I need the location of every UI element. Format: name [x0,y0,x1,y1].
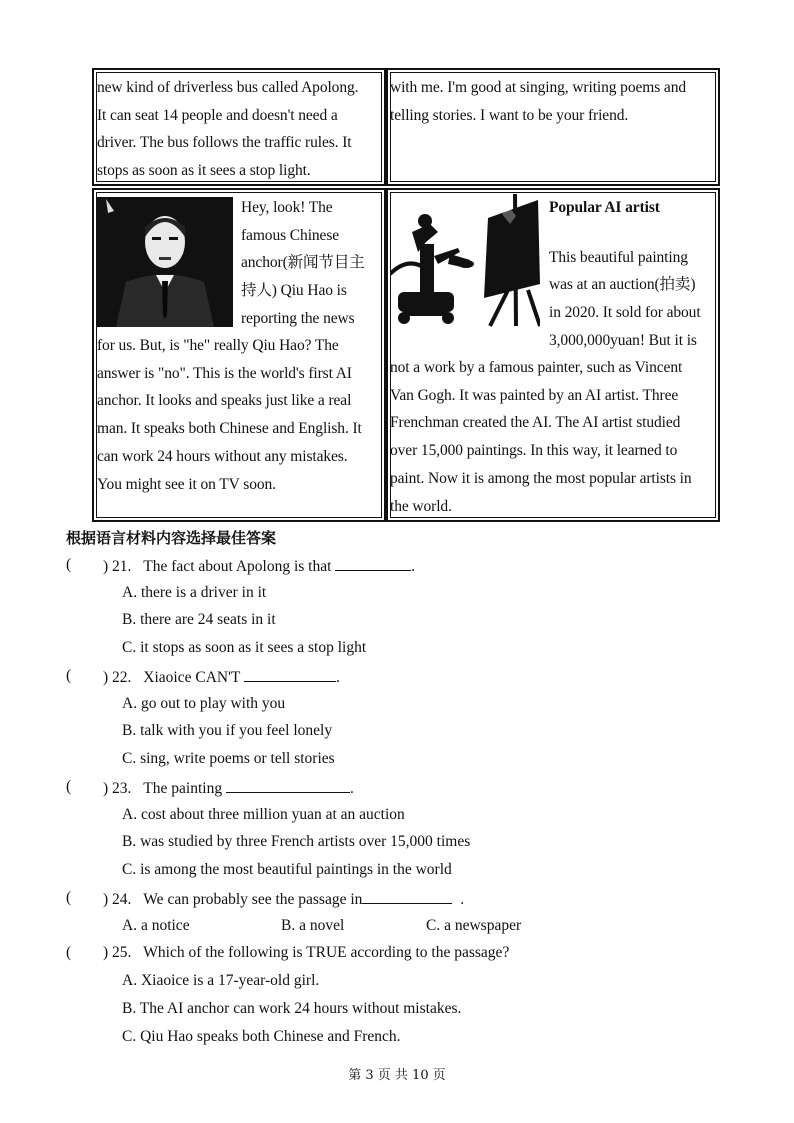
anchor-side-text [241,194,365,333]
text-line: anchor(新闻节目主 [241,254,365,272]
text-line: paint. Now it is among the most popular artists in [390,469,692,487]
text-line: for us. But, is "he" really Qiu Hao? The [97,337,339,354]
question-number [103,556,415,576]
ai-robot-artist-image [390,194,540,328]
option-22-c[interactable]: C. sing, write poems or tell stories [122,750,335,767]
text-line: can work 24 hours without any mistakes. [97,447,348,465]
answer-blank[interactable] [362,889,452,904]
question-stem: The fact about Apolong is that [143,558,332,575]
question-end: . [335,669,340,686]
text-line: reporting the news [241,309,355,327]
question-21 [0,556,794,576]
text-line: You might see it on TV soon. [97,475,276,493]
text-line: answer is "no". This is the world's first AI [97,364,352,382]
answer-blank[interactable] [226,778,350,793]
question-number-text: ) 21. [103,558,132,575]
artist-title: Popular AI artist [549,199,660,216]
option-25-b[interactable]: B. The AI anchor can work 24 hours without mistakes. [122,1000,462,1017]
option-22-a[interactable]: A. go out to play with you [122,695,286,712]
option-22-b[interactable]: B. talk with you if you feel lonely [122,722,333,739]
option-21-c[interactable]: C. it stops as soon as it sees a stop light [122,639,367,656]
option-24-b[interactable]: B. a novel [281,917,345,934]
question-number [103,778,354,798]
page-footer: 第 3 页 共 10 页 [348,1068,446,1083]
text-line: not a work by a famous painter, such as Vincent [390,359,683,376]
answer-blank[interactable] [335,556,411,571]
answer-paren[interactable]: ( [66,944,72,961]
text-line: in 2020. It sold for about [549,304,701,322]
question-number [103,944,509,962]
text-line: Van Gogh. It was painted by an AI artist. Three [390,386,679,404]
question-stem: Xiaoice CAN'T [143,669,241,686]
answer-blank[interactable] [244,667,336,682]
text-line: stops as soon as it sees a stop light. [97,162,311,180]
text-line: It can seat 14 people and doesn't need a [97,106,338,124]
answer-paren[interactable]: ( [66,778,72,795]
text-line: was at an auction(拍卖) [549,276,696,294]
text-line: Hey, look! The [241,199,333,216]
artist-side-text [549,194,701,355]
option-25-a[interactable]: A. Xiaoice is a 17-year-old girl. [122,972,320,989]
section-heading: 根据语言材料内容选择最佳答案 [66,529,277,547]
question-23 [0,778,794,798]
option-24-a[interactable]: A. a notice [122,917,190,934]
text-line: with me. I'm good at singing, writing poems and [390,79,687,96]
question-end: . [411,558,416,575]
text-line: telling stories. I want to be your friend. [390,106,629,124]
question-number [103,889,464,909]
question-number [103,667,340,687]
option-24-c[interactable]: C. a newspaper [426,917,522,934]
option-23-b[interactable]: B. was studied by three French artists over 15,000 times [122,833,471,850]
anchor-body-text [97,332,362,498]
text-line: driver. The bus follows the traffic rules. It [97,134,352,152]
text-line: This beautiful painting [549,248,688,266]
artist-body-text [390,354,692,520]
question-end: . [349,780,354,797]
option-23-a[interactable]: A. cost about three million yuan at an auction [122,806,405,823]
question-stem: We can probably see the passage in [143,891,363,908]
question-stem: The painting [143,780,223,797]
text-line: 持人) Qiu Hao is [241,282,347,300]
option-21-a[interactable]: A. there is a driver in it [122,584,267,601]
text-line: over 15,000 paintings. In this way, it learned to [390,442,678,460]
text-line: Frenchman created the AI. The AI artist studied [390,414,681,432]
question-stem: Which of the following is TRUE according to the passage? [143,944,510,961]
text-line: the world. [390,497,452,515]
question-22 [0,667,794,687]
option-25-c[interactable]: C. Qiu Hao speaks both Chinese and French. [122,1028,401,1045]
question-25 [0,944,794,964]
option-23-c[interactable]: C. is among the most beautiful paintings in the world [122,861,452,878]
apolong-passage-text [97,74,358,185]
text-line: 3,000,000yuan! But it is [549,331,697,349]
question-end: . [460,891,465,908]
question-24 [0,889,794,909]
xiaoice-passage-text [390,74,686,129]
question-number-text: ) 22. [103,669,132,686]
question-number-text: ) 24. [103,891,132,908]
option-21-b[interactable]: B. there are 24 seats in it [122,611,276,628]
question-number-text: ) 23. [103,780,132,797]
text-line: man. It speaks both Chinese and English. It [97,420,362,438]
text-line: famous Chinese [241,226,340,244]
answer-paren[interactable]: ( [66,889,72,906]
text-line: anchor. It looks and speaks just like a real [97,392,352,410]
text-line: new kind of driverless bus called Apolong. [97,79,359,96]
answer-paren[interactable]: ( [66,556,72,573]
ai-anchor-photo [96,197,233,327]
answer-paren[interactable]: ( [66,667,72,684]
question-number-text: ) 25. [103,944,132,961]
